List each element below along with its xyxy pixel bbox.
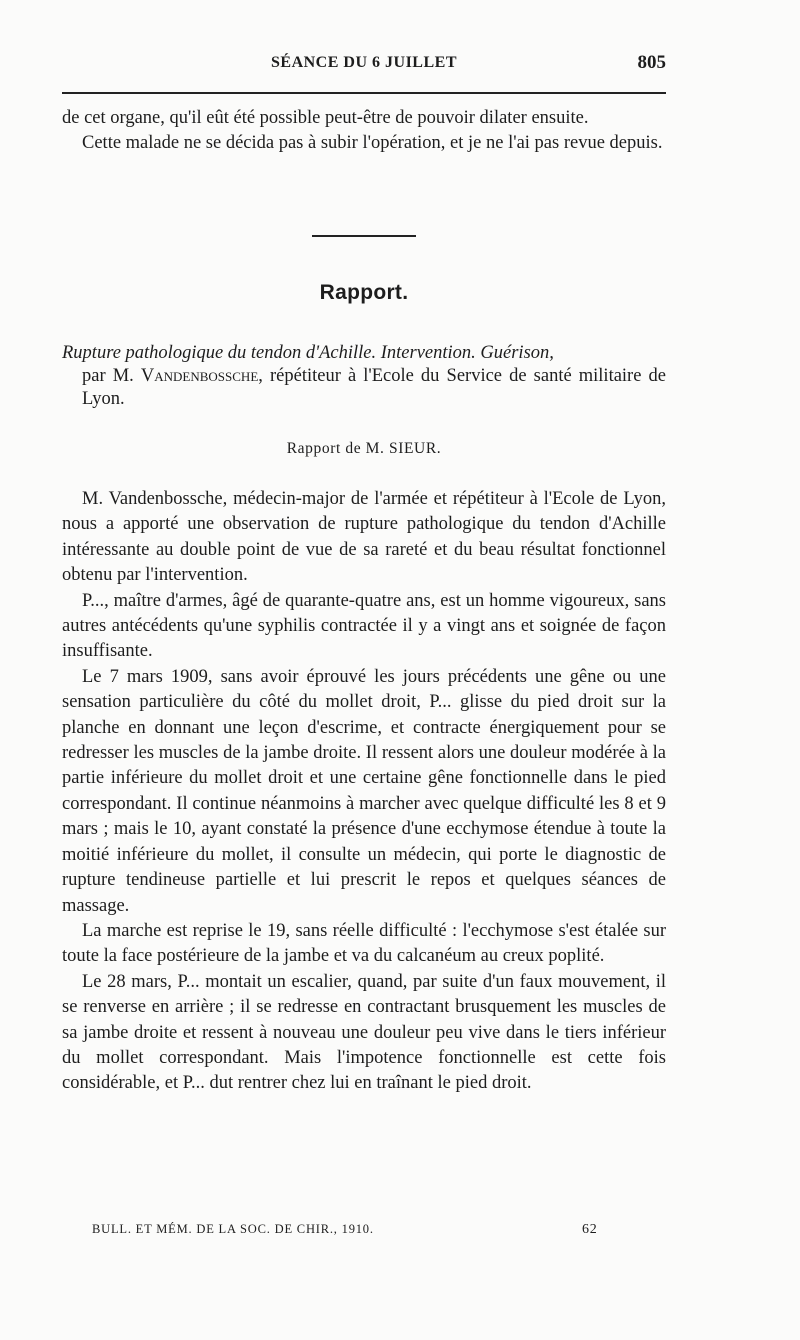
- reference-author: Vandenbossche: [140, 366, 259, 386]
- paragraph: P..., maître d'armes, âgé de quarante-quatre ans, est un homme vigoureux, sans autres antécédents qu'une syphilis contractée il y a vingt ans et soignée de façon insuffisante.: [62, 590, 666, 662]
- paragraph: Le 7 mars 1909, sans avoir éprouvé les jours précédents une gêne ou une sensation particulière du côté du mollet droit, P... glisse du pied droit sur la planche en donnant une leçon d'escrime, et contracte énergiquement pour se redresser les muscles de la jambe droite. Il ressent alors une douleur modérée à la partie inférieure du mollet droit et une certaine gêne fonctionnelle dans le pied correspondant. Il continue néanmoins à marcher avec quelque difficulté les 8 et 9 mars ; mais le 10, ayant constaté la présence d'une ecchymose étendue à toute la moitié inférieure du mollet, il consulte un médecin, qui porte le diagnostic de rupture tendineuse partielle et lui prescrit le repos et quelques séances de massage.: [62, 666, 666, 916]
- reference-affiliation: , répétiteur à l'Ecole du Service de santé militaire de Lyon.: [82, 366, 666, 409]
- running-head: [62, 52, 666, 76]
- paragraph: Le 28 mars, P... montait un escalier, quand, par suite d'un faux mouvement, il se renverse en arrière ; il se redresse en contractant brusquement les muscles de sa jambe droite et ressent à nouveau une douleur peu vive dans le tiers inférieur du mollet correspondant. Mais l'impotence fonctionnelle est cette fois considérable, et P... dut rentrer chez lui en traînant le pied droit.: [62, 971, 666, 1094]
- running-title: SÉANCE DU 6 JUILLET: [271, 54, 457, 71]
- page-number: 805: [637, 52, 666, 73]
- journal-reference: BULL. ET MÉM. DE LA SOC. DE CHIR., 1910.: [92, 1222, 374, 1236]
- section-title: Rapport.: [319, 281, 409, 304]
- reference-par: par M.: [82, 366, 134, 386]
- paragraph: La marche est reprise le 19, sans réelle difficulté : l'ecchymose s'est étalée sur toute la face postérieure de la jambe et va du calcanéum au creux poplité.: [62, 920, 666, 967]
- report-reference: [62, 342, 666, 411]
- reference-title: Rupture pathologique du tendon d'Achille. Intervention. Guérison,: [62, 343, 554, 363]
- signature-mark: 62: [582, 1222, 598, 1237]
- paragraph: Cette malade ne se décida pas à subir l'opération, et je ne l'ai pas revue depuis.: [82, 133, 663, 154]
- continuation-text: [62, 106, 666, 157]
- section-divider: [312, 235, 416, 237]
- paragraph: M. Vandenbossche, médecin-major de l'armée et répétiteur à l'Ecole de Lyon, nous a apporté une observation de rupture pathologique du tendon d'Achille intéressante au double point de vue de sa rareté et du beau résultat fonctionnel obtenu par l'intervention.: [62, 489, 666, 586]
- page-footer: [62, 1222, 666, 1242]
- report-body: [62, 487, 666, 1097]
- header-rule: [62, 92, 666, 94]
- report-attribution: Rapport de M. SIEUR.: [286, 440, 442, 457]
- paragraph: de cet organe, qu'il eût été possible peut-être de pouvoir dilater ensuite.: [62, 108, 589, 128]
